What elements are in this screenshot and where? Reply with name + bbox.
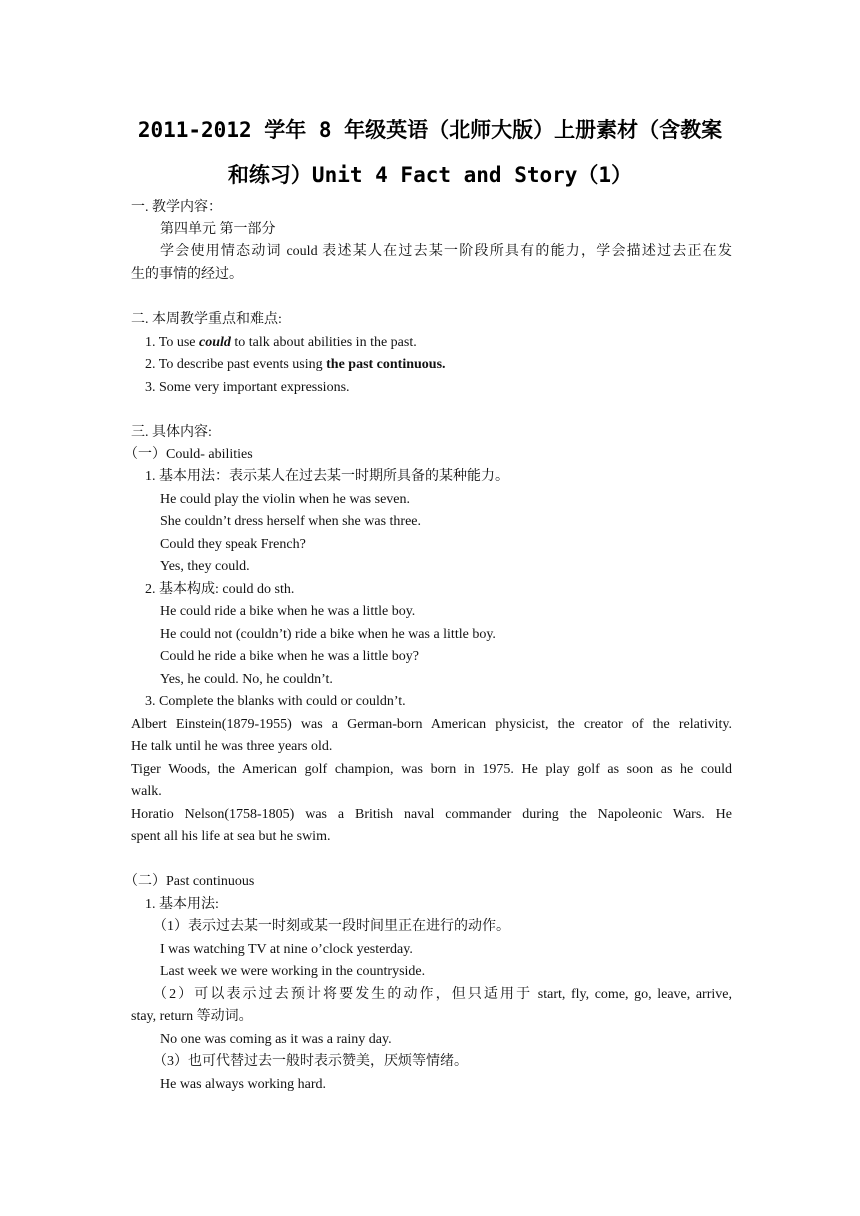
subsection-past-continuous-heading: （二）Past continuous <box>124 874 255 889</box>
document-title-line-1: 2011-2012 学年 8 年级英语（北师大版）上册素材（含教案 <box>137 118 723 142</box>
key-point-2 <box>145 356 732 374</box>
key-point-3: 3. Some very important expressions. <box>145 380 350 395</box>
past-continuous-use-2-line-2: stay, return 等动词。 <box>131 1009 253 1024</box>
could-form-example-1: He could ride a bike when he was a little boy. <box>160 604 416 619</box>
past-continuous-use-2-line-1: （2）可以表示过去预计将要发生的动作，但只适用于 start, fly, come, go, leave, arrive, <box>153 987 732 1002</box>
could-usage-heading: 1. 基本用法：表示某人在过去某一时期所具备的某种能力。 <box>145 469 509 484</box>
exercise-nelson-line-2: spent all his life at sea but he swim. <box>131 829 331 844</box>
exercise-woods-line-1: Tiger Woods, the American golf champion, was born in 1975. He play golf as soon as he could <box>131 762 732 777</box>
key-point-1-emphasis: could <box>198 335 231 350</box>
could-form-example-3: Could he ride a bike when he was a little boy? <box>160 649 419 664</box>
exercise-einstein-line-1: Albert Einstein(1879-1955) was a German-born American physicist, the creator of the relativity. <box>131 717 732 732</box>
key-point-1 <box>145 334 732 352</box>
past-continuous-use-1-example-2: Last week we were working in the countryside. <box>160 964 426 979</box>
could-usage-example-1: He could play the violin when he was seven. <box>160 492 410 507</box>
exercise-woods-line-2: walk. <box>131 784 162 799</box>
could-usage-example-4: Yes, they could. <box>160 559 250 574</box>
section-1-heading: 一. 教学内容： <box>131 200 222 215</box>
key-point-1-prefix: 1. To use <box>145 335 199 350</box>
exercise-nelson-line-1: Horatio Nelson(1758-1805) was a British naval commander during the Napoleonic Wars. He <box>131 807 732 822</box>
key-point-1-suffix: to talk about abilities in the past. <box>230 335 417 350</box>
section-3-heading: 三. 具体内容: <box>131 425 212 440</box>
could-usage-example-3: Could they speak French? <box>160 537 306 552</box>
could-form-example-2: He could not (couldn’t) ride a bike when he was a little boy. <box>160 627 496 642</box>
could-form-example-4: Yes, he could. No, he couldn’t. <box>160 672 333 687</box>
past-continuous-use-1: （1）表示过去某一时刻或某一段时间里正在进行的动作。 <box>153 919 510 934</box>
section-1-unit: 第四单元 第一部分 <box>160 222 276 237</box>
document-title-line-2: 和练习）Unit 4 Fact and Story（1） <box>227 163 633 187</box>
key-point-2-prefix: 2. To describe past events using <box>145 357 327 372</box>
key-point-2-bold: the past continuous. <box>326 357 446 372</box>
could-usage-example-2: She couldn’t dress herself when she was three. <box>160 514 422 529</box>
section-1-description-line-2: 生的事情的经过。 <box>131 267 243 282</box>
past-continuous-usage-heading: 1. 基本用法: <box>145 897 219 912</box>
section-1-description-line-1: 学会使用情态动词 could 表述某人在过去某一阶段所具有的能力，学会描述过去正在发 <box>160 244 732 259</box>
subsection-could-heading: （一）Could- abilities <box>124 447 253 462</box>
past-continuous-use-1-example-1: I was watching TV at nine o’clock yesterday. <box>160 942 413 957</box>
past-continuous-use-3: （3）也可代替过去一般时表示赞美，厌烦等情绪。 <box>153 1054 468 1069</box>
exercise-einstein-line-2: He talk until he was three years old. <box>131 739 333 754</box>
past-continuous-use-2-example: No one was coming as it was a rainy day. <box>160 1032 392 1047</box>
exercise-heading: 3. Complete the blanks with could or couldn’t. <box>145 694 406 709</box>
past-continuous-use-3-example: He was always working hard. <box>160 1077 327 1092</box>
could-form-heading: 2. 基本构成: could do sth. <box>145 582 295 597</box>
section-2-heading: 二. 本周教学重点和难点: <box>131 312 282 327</box>
